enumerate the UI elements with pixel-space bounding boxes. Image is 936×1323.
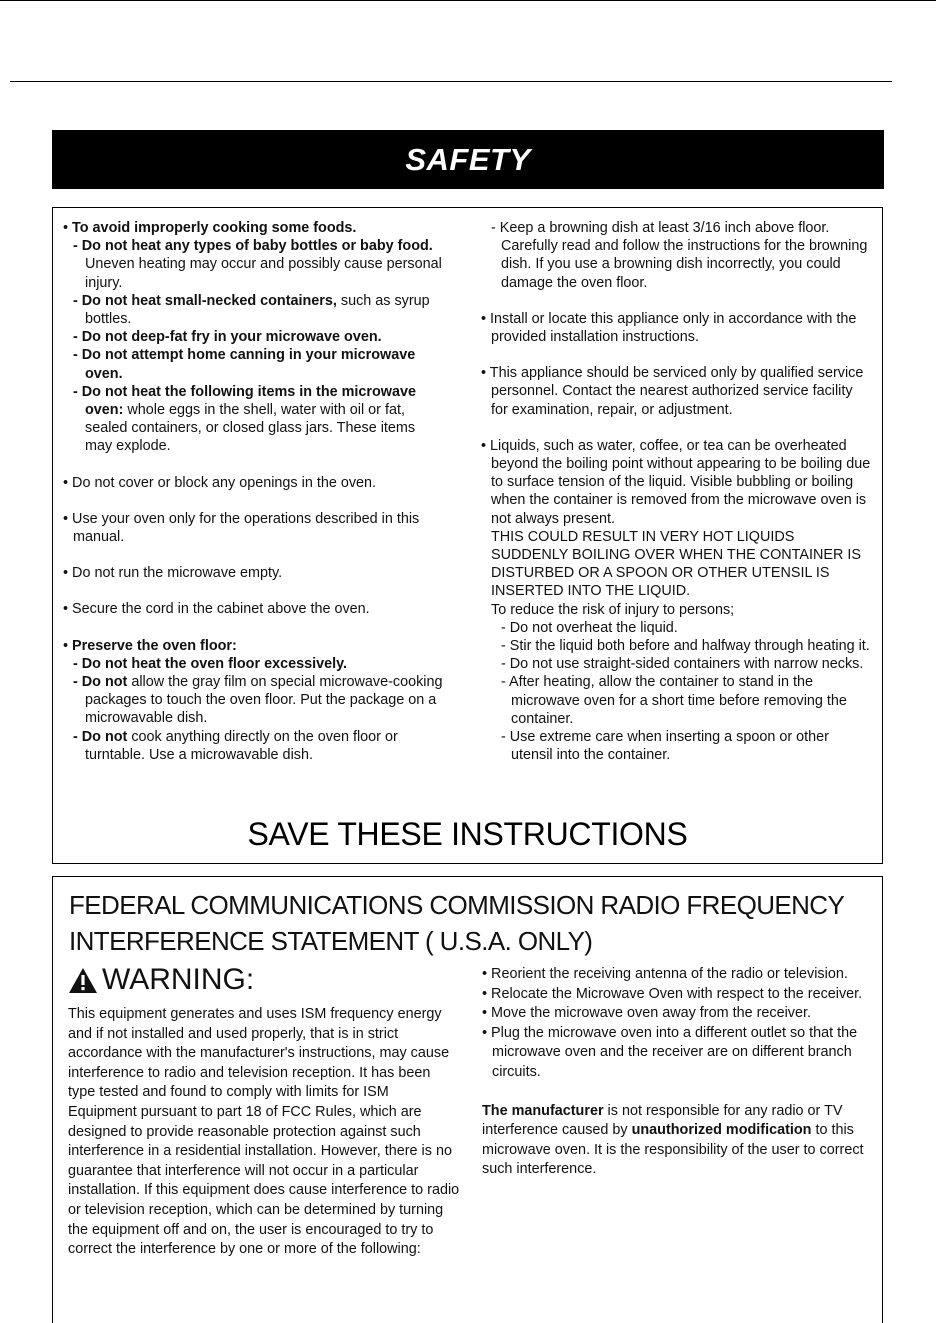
list-item: • Do not run the microwave empty. xyxy=(63,565,283,582)
fcc-box xyxy=(52,876,883,1323)
list-item: • Secure the cord in the cabinet above the oven. xyxy=(63,601,370,618)
list-item: • Do not cover or block any openings in the oven. xyxy=(63,474,377,491)
safety-box xyxy=(52,207,883,864)
list-item: • Preserve the oven floor: - Do not heat the oven floor excessively. - Do not allow the gray film on special microwave-cooking packages to touch the oven floor. Put the package on a microwavable dish. - Do not cook anything directly on the oven floor or turntable. Use a microwavable dish. xyxy=(63,637,443,763)
list-item: • Reorient the receiving antenna of the radio or television. xyxy=(482,966,848,982)
list-item: • Use your oven only for the operations described in this manual. xyxy=(63,510,420,546)
fcc-title: FEDERAL COMMUNICATIONS COMMISSION RADIO FREQUENCY INTERFERENCE STATEMENT ( U.S.A. ONLY) xyxy=(69,890,844,956)
list-item: • To avoid improperly cooking some foods. - Do not heat any types of baby bottles or baby food. Uneven heating may occur and possibly cause personal injury. - Do not heat small-necked containers, such as syrup bottles. - Do not deep-fat fry in your microwave oven. - Do not attempt home canning in your microwave oven. - Do not heat the following items in the microwave oven: whole eggs in the shell, water with oil or fat, sealed containers, or closed glass jars. These items may explode. xyxy=(63,220,442,455)
safety-header-bar xyxy=(52,130,884,189)
safety-left-column xyxy=(63,219,443,782)
safety-title: SAFETY xyxy=(405,141,531,177)
list-item: • Install or locate this appliance only in accordance with the provided installation instructions. xyxy=(481,310,857,346)
top-rule xyxy=(0,0,936,1)
save-instructions-heading: SAVE THESE INSTRUCTIONS xyxy=(247,816,688,852)
list-item: • Move the microwave oven away from the receiver. xyxy=(482,1005,811,1022)
warning-icon xyxy=(68,967,98,994)
list-item: • Relocate the Microwave Oven with respect to the receiver. xyxy=(482,985,863,1002)
list-item: • Plug the microwave oven into a different outlet so that the microwave oven and the receiver are on different branch circuits. xyxy=(482,1024,858,1080)
manufacturer-note: The manufacturer is not responsible for any radio or TV interference caused by unauthorized modification to this microwave oven. It is the responsibility of the user to correct such interference. xyxy=(482,1102,864,1178)
fcc-left-paragraph: This equipment generates and uses ISM frequency energy and if not installed and used properly, that is in strict accordance with the manufacturer's instructions, may cause interference to radio and television reception. It has been type tested and found to comply with limits for ISM Equipment pursuant to part 18 of FCC Rules, which are designed to provide reasonable protection against such interference in a residential installation. However, there is no guarantee that interference will not occur in a particular installation. If this equipment does cause interference to radio or television reception, which can be determined by turning the equipment off and on, the user is encouraged to try to correct the interference by one or more of the following: xyxy=(68,1006,460,1258)
list-item: • This appliance should be serviced only by qualified service personnel. Contact the nearest authorized service facility for examination, repair, or adjustment. xyxy=(481,365,864,418)
safety-right-column xyxy=(481,219,873,782)
list-item: • Liquids, such as water, coffee, or tea can be overheated beyond the boiling point without appearing to be boiling due to surface tension of the liquid. Visible bubbling or boiling when the container is removed from the microwave oven is not always present. THIS COULD RESULT IN VERY HOT LIQUIDS SUDDENLY BOILING OVER WHEN THE CONTAINER IS DISTURBED OR A SPOON OR OTHER UTENSIL IS INSERTED INTO THE LIQUID. To reduce the risk of injury to persons; - Do not overheat the liquid. - Stir the liquid both before and halfway through heating it. - Do not use straight-sided containers with narrow necks. - After heating, allow the container to stand in the microwave oven for a short time before removing the container. - Use extreme care when inserting a spoon or other utensil into the container. xyxy=(481,437,871,764)
fcc-right-column xyxy=(482,965,877,1180)
warning-heading: WARNING: xyxy=(68,963,254,997)
list-item: - Keep a browning dish at least 3/16 inch above floor. Carefully read and follow the instructions for the browning dish. If you use a browning dish incorrectly, you could damage the oven floor. xyxy=(491,220,868,291)
header-rule xyxy=(10,81,892,82)
